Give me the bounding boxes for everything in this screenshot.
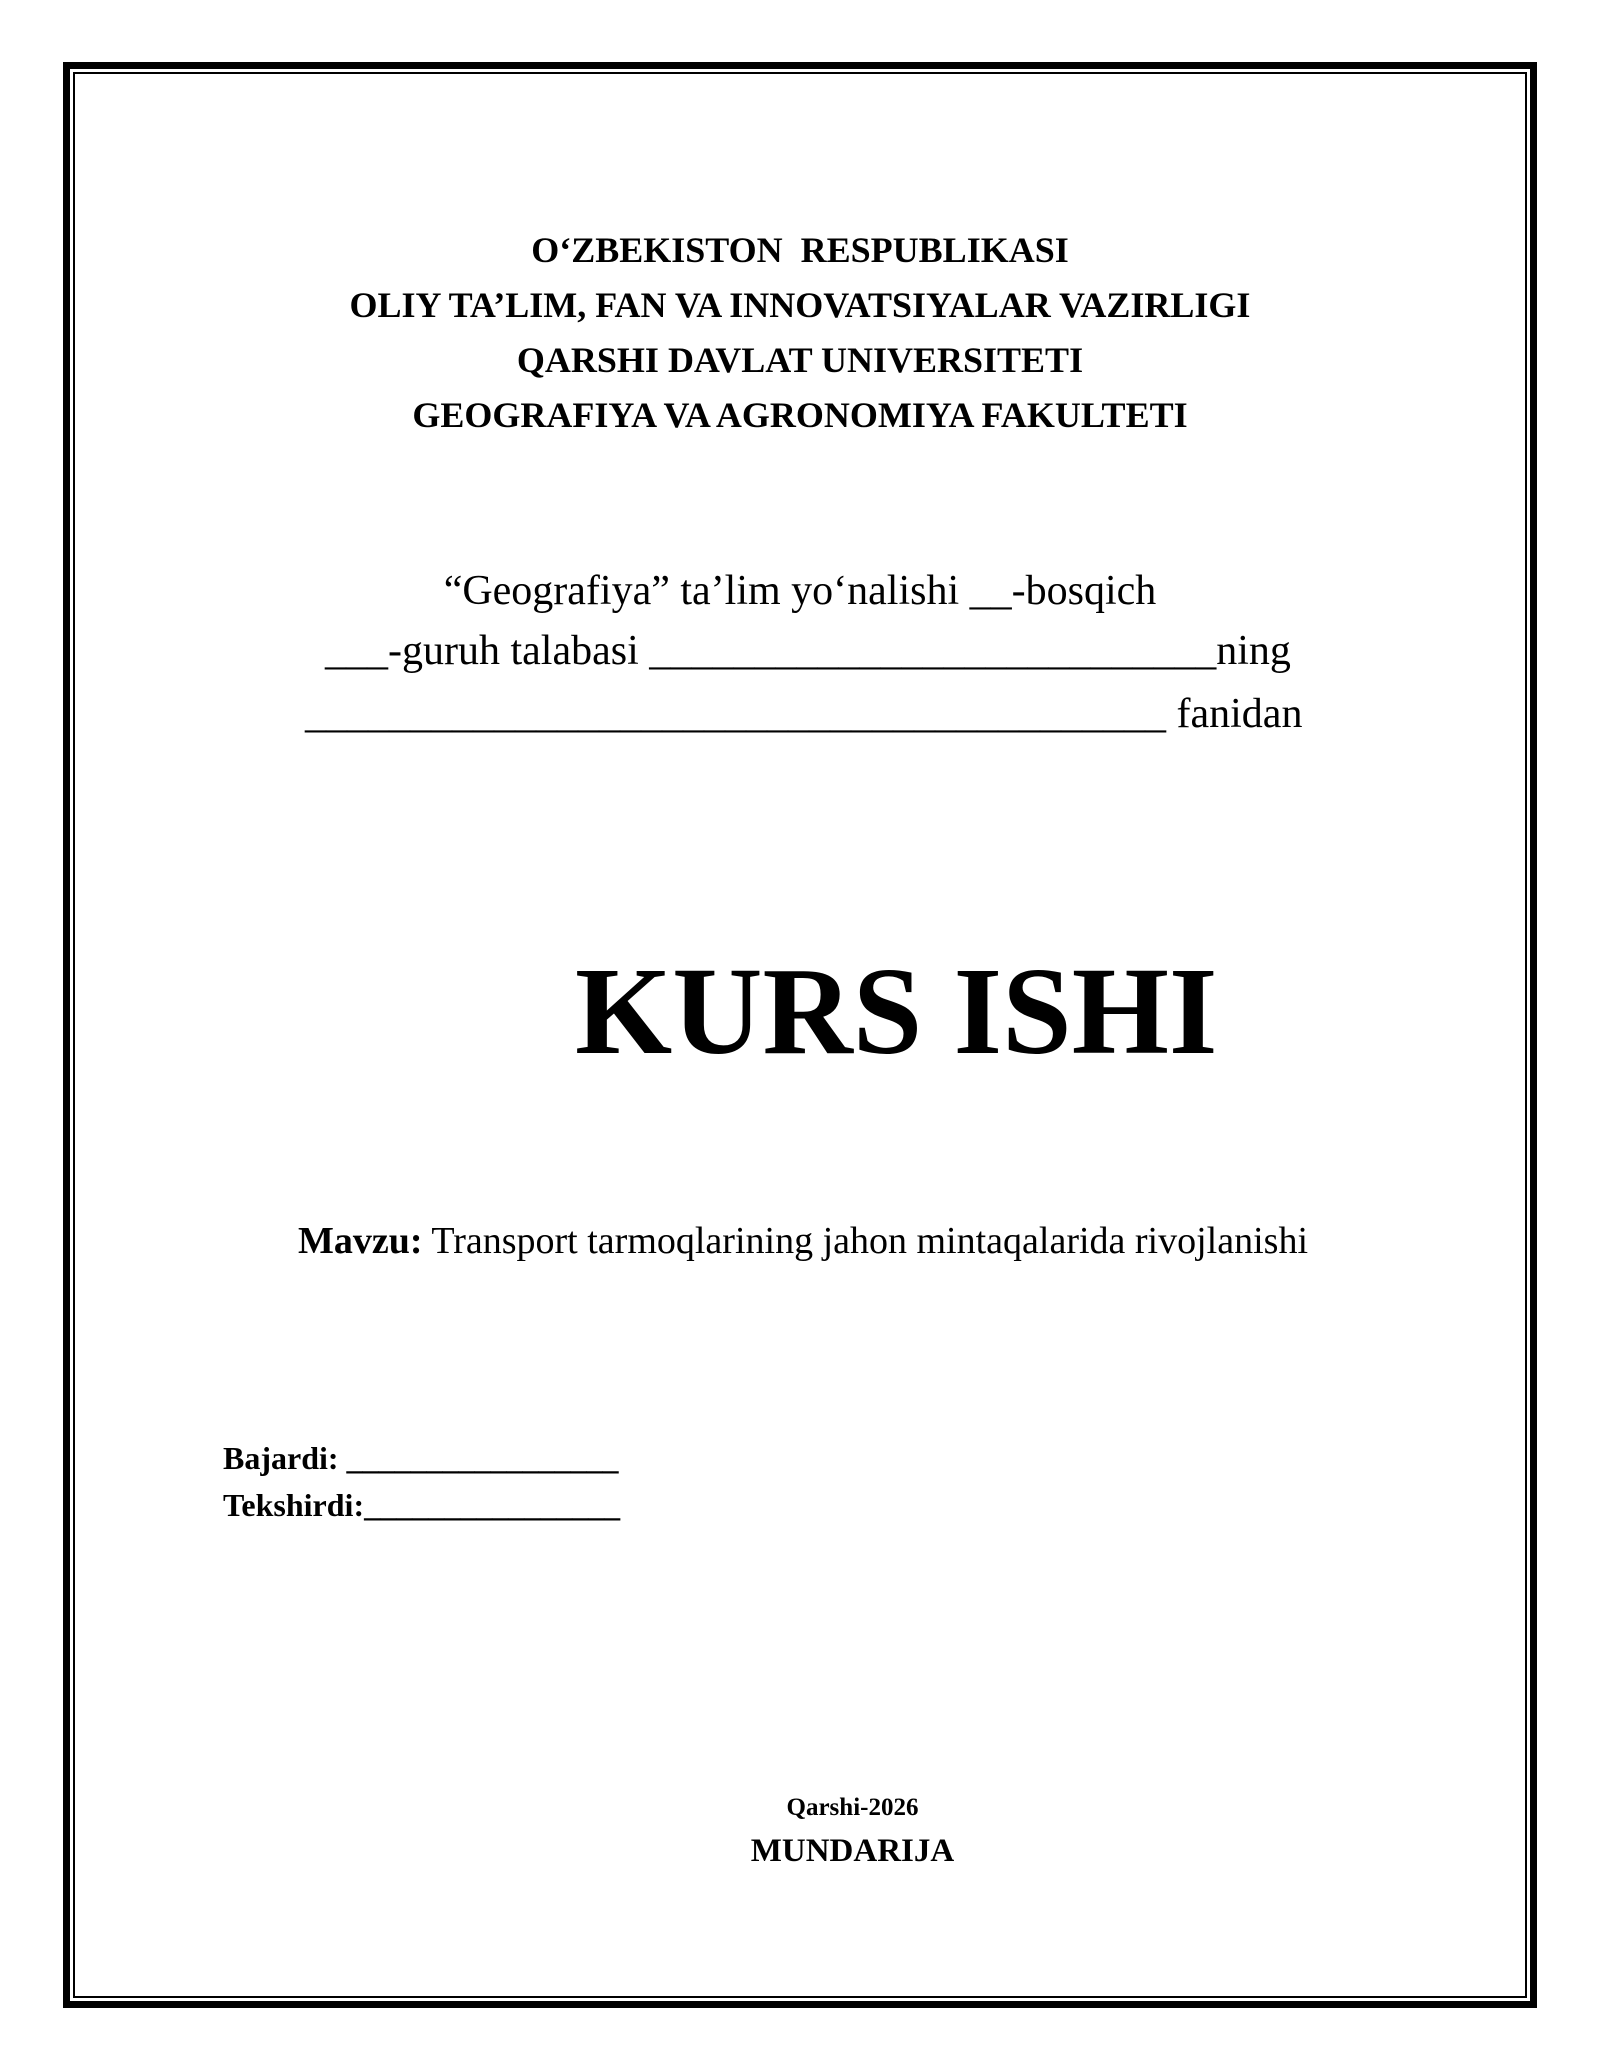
header-university: QARSHI DAVLAT UNIVERSITETI	[516, 340, 1084, 380]
student-group-line: ___-guruh talabasi ___________________________ning	[325, 628, 1291, 674]
topic-line	[298, 1222, 1308, 1260]
header-country: O‘ZBEKISTON RESPUBLIKASI	[531, 230, 1069, 270]
checked-by-line: Tekshirdi:________________	[223, 1487, 621, 1523]
contents-heading: MUNDARIJA	[750, 1833, 955, 1869]
header-faculty: GEOGRAFIYA VA AGRONOMIYA FAKULTETI	[412, 395, 1188, 435]
topic-label: Mavzu:	[298, 1220, 423, 1262]
topic-text: Transport tarmoqlarining jahon mintaqalarida rivojlanishi	[422, 1220, 1308, 1262]
header-ministry: OLIY TA’LIM, FAN VA INNOVATSIYALAR VAZIRLIGI	[349, 285, 1251, 325]
document-title: KURS ISHI	[575, 943, 1218, 1081]
student-program-line: “Geografiya” ta’lim yo‘nalishi __-bosqich	[443, 568, 1157, 614]
city-year: Qarshi-2026	[786, 1794, 919, 1821]
student-subject-line: _________________________________________ fanidan	[305, 691, 1303, 737]
performed-by-line: Bajardi: _________________	[223, 1440, 619, 1476]
